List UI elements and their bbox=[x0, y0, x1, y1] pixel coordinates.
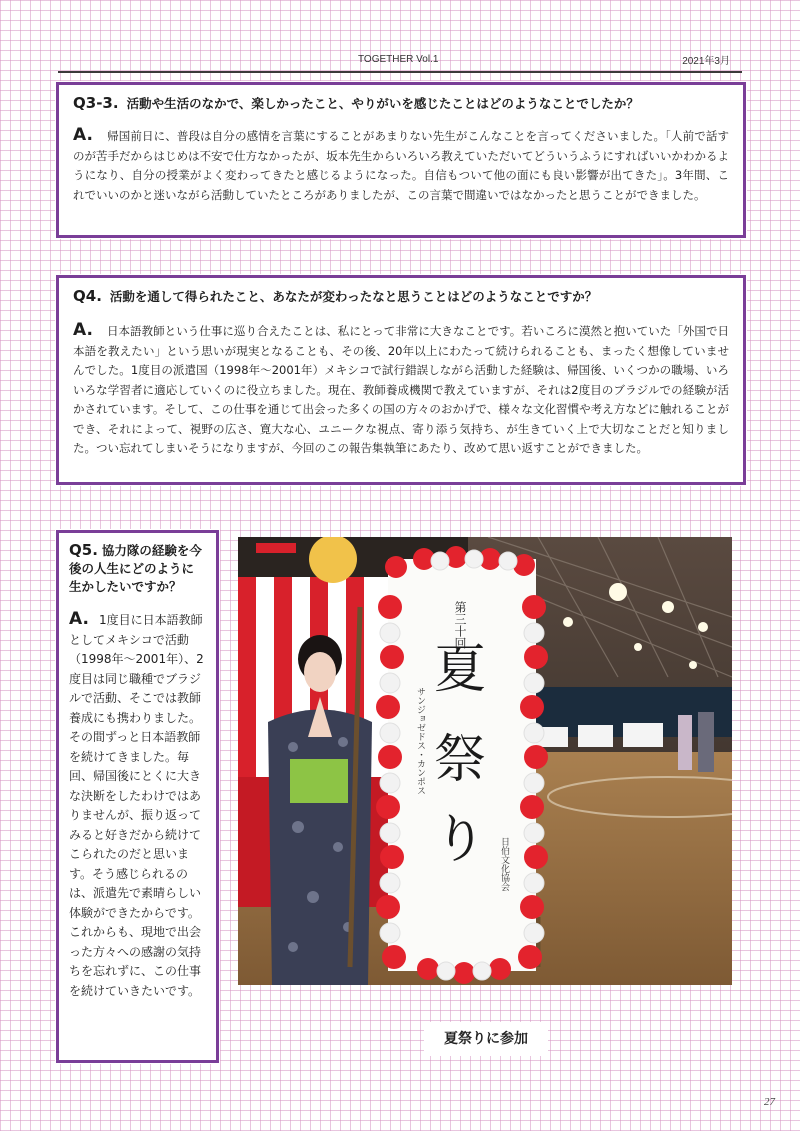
question-text: 活動や生活のなかで、楽しかったこと、やりがいを感じたことはどのようなことでしたか？ bbox=[126, 96, 639, 111]
sign-side-left: サンジョゼドス・カンポス bbox=[415, 687, 425, 795]
answer-text: 1度目に日本語教師としてメキシコで活動（1998年～2001年）、2度目は同じ職種でブラジルで活動、そこでは教師養成にも携わりました。その間ずっと日本語教師を続けてきました。毎回、帰国後にとくに大きな決断をしたわけではありませんが、振り返ってみると好きだから続けてこられたのだと思います。そう感じられるのは、派遣先で素晴らしい体験ができたからです。これからも、現地で出会った方々への感謝の気持ちを忘れずに、この仕事を続けていきたいです。 bbox=[69, 613, 204, 998]
answer-text: 日本語教師という仕事に巡り合えたことは、私にとって非常に大きなことです。若いころに漠然と抱いていた「外国で日本語を教えたい」という思いが現実となることも、その後、20年以上にわたって続けられることも、まったく想像していませんでした。1度目の派遣国（1998年～2001年）メキシコで試行錯誤しながら活動した経験は、帰国後、いくつかの職場、いろいろな学習者に適応していくのに役立ちました。現在、教師養成機関で教えていますが、それは2度目のブラジルでの経験が活かされています。そして、この仕事を通じて出会った多くの国の方々のおかげで、様々な文化習慣や考え方などに触れることができ、それによって、視野の広さ、寛大な心、ユニークな視点、寄り添う気持ち、が生きていく上で大切なことだと知りました。つい忘れてしまいそうになりますが、今回のこの報告集執筆にあたり、改めて思い返すことができました。 bbox=[73, 324, 729, 455]
question-number: Q5. bbox=[69, 541, 98, 559]
question-text: 協力隊の経験を今後の人生にどのように生かしたいですか？ bbox=[69, 543, 202, 594]
answer bbox=[69, 610, 206, 1001]
q3-3-box bbox=[56, 82, 746, 238]
q4-box bbox=[56, 275, 746, 485]
answer bbox=[73, 126, 729, 205]
issue-date: 2021年3月 bbox=[682, 56, 730, 67]
question-number: Q4. bbox=[73, 287, 102, 305]
photo-caption: 夏祭りに参加 bbox=[424, 1022, 548, 1056]
sign-small-text: 第三十回 bbox=[453, 601, 467, 649]
answer-label: A. bbox=[69, 609, 89, 629]
sign-char-1: 夏 bbox=[433, 640, 487, 700]
answer-label: A. bbox=[73, 125, 93, 145]
q5-box bbox=[56, 530, 219, 1063]
question-text: 活動を通して得られたこと、あなたが変わったなと思うことはどのようなことですか？ bbox=[109, 289, 598, 304]
answer-text: 帰国前日に、普段は自分の感情を言葉にすることがあまりない先生がこんなことを言ってくださいました。「人前で話すのが苦手だからはじめは不安で仕方なかったが、坂本先生からいろいろ教えていただいてどういうふうにすればいいかわかるようになり、自分の授業がよく変わってきたと感じるようになった。自信もついて他の面にも良い影響が出てきた」。3年間、これでいいのかと迷いながら活動していたところがありましたが、この言葉で間違いではなかったと思うことができました。 bbox=[73, 129, 729, 202]
photo-illustration bbox=[238, 537, 732, 985]
question bbox=[73, 93, 729, 114]
header-rule bbox=[58, 71, 742, 73]
page-header bbox=[58, 50, 742, 72]
question bbox=[69, 541, 206, 596]
answer bbox=[73, 321, 729, 459]
magazine-title: TOGETHER Vol.1 bbox=[358, 54, 439, 65]
sign-side-right: 日伯文化協会 bbox=[499, 837, 509, 891]
page-number: 27 bbox=[764, 1096, 775, 1108]
question bbox=[73, 286, 729, 307]
sign-char-2: 祭 bbox=[433, 730, 487, 790]
sign-char-3: り bbox=[433, 810, 487, 870]
question-number: Q3-3. bbox=[73, 94, 119, 112]
summer-festival-photo bbox=[238, 537, 732, 985]
answer-label: A. bbox=[73, 320, 93, 340]
